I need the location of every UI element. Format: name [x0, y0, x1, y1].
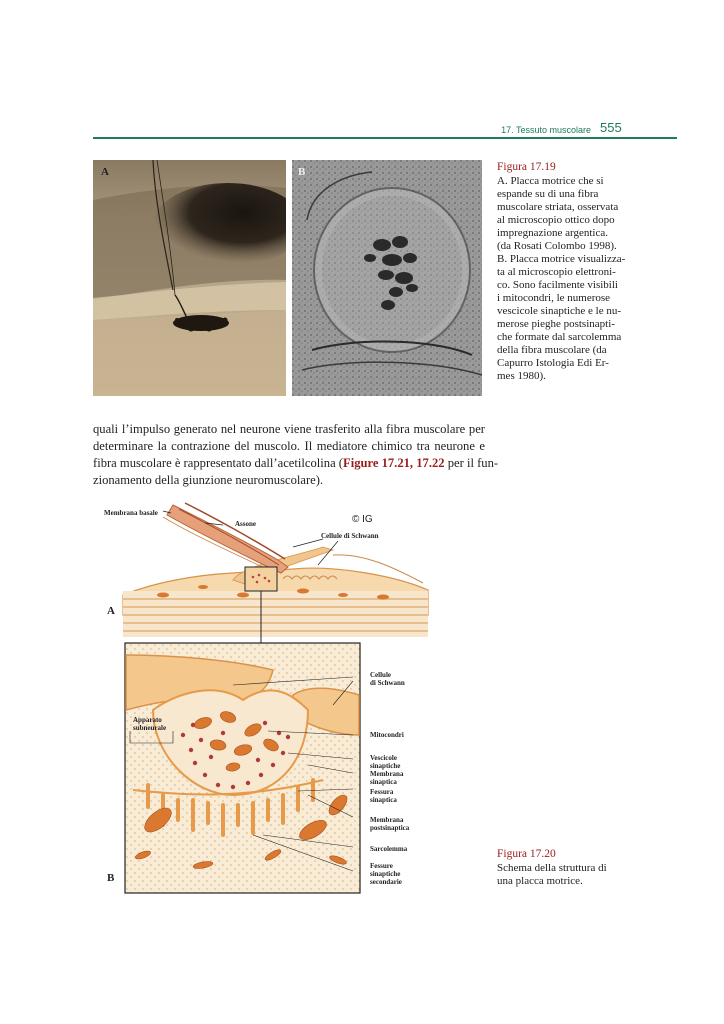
label-fessure-secondarie: Fessure sinaptiche secondarie — [370, 862, 402, 886]
label-sarcolemma: Sarcolemma — [370, 845, 408, 853]
light-micrograph-image — [93, 160, 286, 396]
caption-line: una placca motrice. — [497, 875, 583, 887]
label-cellule-di-schwann: Cellule di Schwann — [321, 532, 379, 540]
caption-line: mes 1980). — [497, 370, 546, 382]
label-membrana-sinaptica: Membrana sinaptica — [370, 770, 404, 786]
page-number: 555 — [600, 120, 622, 135]
label-vescicole-sinaptiche: Vescicole sinaptiche — [370, 754, 401, 770]
axon-bundle — [163, 503, 288, 573]
caption-line: al microscopio ottico dopo — [497, 214, 615, 226]
caption-line: Schema della struttura di — [497, 862, 607, 874]
label-fessura-sinaptica: Fessura sinaptica — [370, 788, 397, 804]
caption-line: Capurro Istologia Edi Er- — [497, 357, 609, 369]
caption-line: muscolare striata, osservata — [497, 201, 619, 213]
figure-17-20-caption — [497, 862, 625, 888]
figure-17-19-caption — [497, 175, 625, 383]
caption-line: ta al microscopio elettroni- — [497, 266, 616, 278]
caption-line: vescicole sinaptiche e le nu- — [497, 305, 622, 317]
body-paragraph — [93, 421, 499, 489]
figure-17-19-title: Figura 17.19 — [497, 161, 556, 173]
caption-line: co. Sono facilmente visibili — [497, 279, 618, 291]
body-line: determinare la contrazione del muscolo. Il mediatore chimico tra neurone e — [93, 439, 485, 453]
caption-line: impregnazione argentica. — [497, 227, 608, 239]
caption-line: merose pieghe postsinapti- — [497, 318, 615, 330]
copyright-mark: © IG — [352, 514, 373, 525]
label-apparato-subneurale: Apparato subneurale — [133, 716, 167, 732]
caption-line: (da Rosati Colombo 1998). — [497, 240, 617, 252]
label-assone: Assone — [235, 520, 257, 528]
label-membrana-postsinaptica: Membrana postsinaptica — [370, 816, 410, 832]
body-line: fibra muscolare è rappresentato dall’acetilcolina (Figure 17.21, 17.22 per il fun- — [93, 456, 499, 470]
body-line: quali l’impulso generato nel neurone viene trasferito alla fibra muscolare per — [93, 422, 485, 436]
caption-line: della fibra muscolare (da — [497, 344, 607, 356]
caption-line: B. Placca motrice visualizza- — [497, 253, 626, 265]
diagram-panel-b-letter: B — [107, 872, 115, 884]
header-rule — [93, 137, 677, 139]
micrograph-electron-panel-b — [292, 160, 482, 396]
caption-line: i mitocondri, le numerose — [497, 292, 611, 304]
micrograph-light-panel-a — [93, 160, 286, 396]
caption-line: che formate dal sarcolemma — [497, 331, 622, 343]
label-membrana-basale: Membrana basale — [104, 509, 158, 517]
motor-endplate-diagram — [93, 495, 493, 895]
caption-line: espande su di una fibra — [497, 188, 599, 200]
panel-b-endplate-detail — [125, 643, 360, 893]
diagram-panel-a-letter: A — [107, 605, 115, 617]
panel-a-letter: A — [101, 166, 109, 178]
chapter-header: 17. Tessuto muscolare — [501, 125, 591, 135]
label-cellule-schwann-b: Cellule di Schwann — [370, 671, 405, 687]
figure-reference-link[interactable]: Figure 17.21, 17.22 — [343, 456, 445, 470]
caption-line: A. Placca motrice che si — [497, 175, 604, 187]
electron-micrograph-image — [292, 160, 482, 396]
label-mitocondri: Mitocondri — [370, 731, 404, 739]
panel-b-letter: B — [298, 166, 306, 178]
body-line: zionamento della giunzione neuromuscolare). — [93, 473, 324, 487]
figure-17-20-title: Figura 17.20 — [497, 848, 556, 860]
